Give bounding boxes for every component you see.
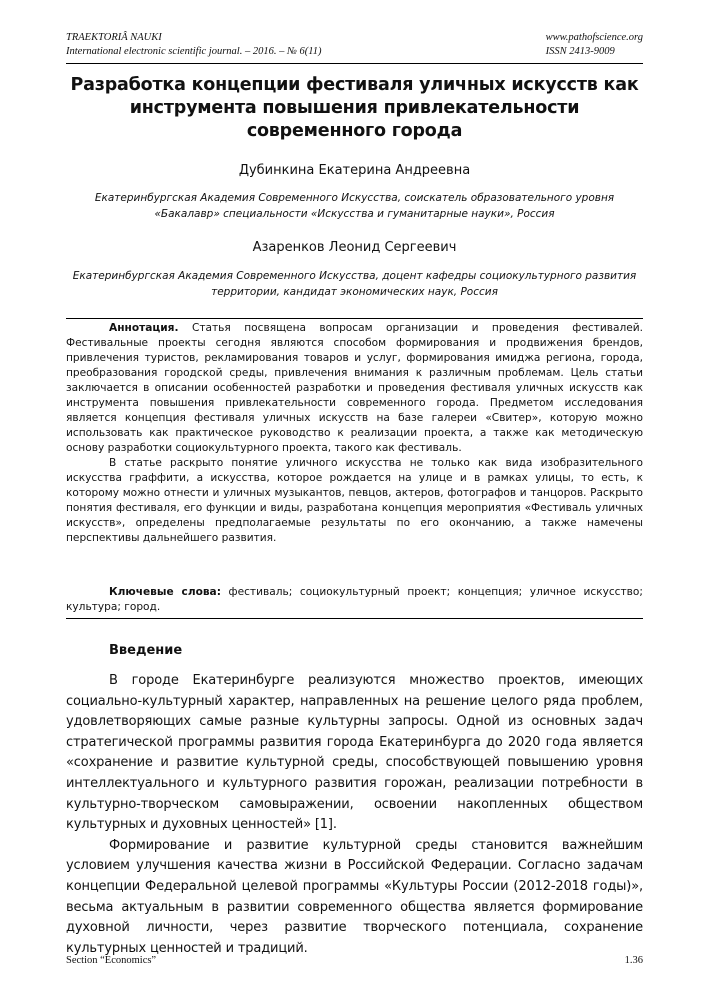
keywords [66,585,643,619]
author-name-2: Азаренков Леонид Сергеевич [252,240,457,255]
abstract-label: Аннотация. [109,322,179,334]
author-affiliation-2: Екатеринбургская Академия Современного Искусства, доцент кафедры социокультурного развития территории, кандидат экономических наук, Россия [72,270,637,298]
running-header [66,31,643,64]
journal-website-link[interactable]: www.pathofscience.org [545,32,643,43]
section-heading-introduction: Введение [109,643,183,658]
abstract-text-1: Статья посвящена вопросам организации и проведения фестивалей. Фестивальные проекты сегодня являются способом формирования и продвижения брендов, привлечения туристов, рекламирования товаров и услуг, формирования имиджа региона, города, преобразования городской среды, привлечения внимания к различным проблемам. Цель статьи заключается в описании особенностей разработки и проведения фестиваля уличных искусств как инструмента повышения привлекательности современного города. Предметом исследования является концепция фестиваля уличных искусств на базе галереи «Свитер», которую можно использовать как практическое руководство к реализации проекта, а также как методическую основу разработки социокультурного проекта, такого как фестиваль. [66,322,643,454]
introduction-body [66,671,643,959]
article-title: Разработка концепции фестиваля уличных искусств как инструмента повышения привлекательности современного города [70,75,639,141]
author-name-1: Дубинкина Екатерина Андреевна [238,163,471,178]
abstract-paragraph-1 [66,321,643,456]
abstract [66,318,643,546]
page-number: 1.36 [624,955,643,966]
body-paragraph-1: В городе Екатеринбурге реализуются множество проектов, имеющих социально-культурный характер, направленных на решение целого ряда проблем, удовлетворяющих самые разные культурны запросы. Одной из основных задач стратегической программы развития города Екатеринбурга до 2020 года является «сохранение и развитие культурной среды, способствующей повышению уровня интеллектуального и культурного развития горожан, реализации потребности в культурно-творческом самовыражении, освоении накопленных обществом культурных и духовных ценностей» [1]. [66,673,643,833]
journal-subtitle: International electronic scientific journal. – 2016. – № 6(11) [66,46,322,57]
journal-name: TRAEKTORIÂ NAUKI [66,32,162,43]
keywords-text: фестиваль; социокультурный проект; концепция; уличное искусство; культура; город. [66,586,643,613]
author-affiliation-1: Екатеринбургская Академия Современного Искусства, соискатель образовательного уровня «Бакалавр» специальности «Искусства и гуманитарные науки», Россия [94,192,615,220]
footer-section-name: Section “Economics” [66,955,157,966]
keywords-label: Ключевые слова: [109,586,221,598]
abstract-paragraph-2: В статье раскрыто понятие уличного искусства не только как вида изобразительного искусства граффити, а искусства, которое рождается на улице и в рамках улицы, то есть, к которому можно отнести и уличных музыкантов, певцов, актеров, фотографов и танцоров. Раскрыто понятия фестиваля, его функции и виды, разработана концепция мероприятия «Фестиваль уличных искусств», определены предполагаемые результаты по его окончанию, а также намечены перспективы дальнейшего развития. [66,457,643,544]
body-paragraph-2: Формирование и развитие культурной среды становится важнейшим условием улучшения качества жизни в Российской Федерации. Согласно задачам концепции Федеральной целевой программы «Культуры России (2012-2018 годы)», весьма актуальным в развитии современного общества является формирование духовной личности, через развитие творческого потенциала, сохранение культурных ценностей и традиций. [66,837,643,956]
journal-issn: ISSN 2413-9009 [545,46,615,57]
